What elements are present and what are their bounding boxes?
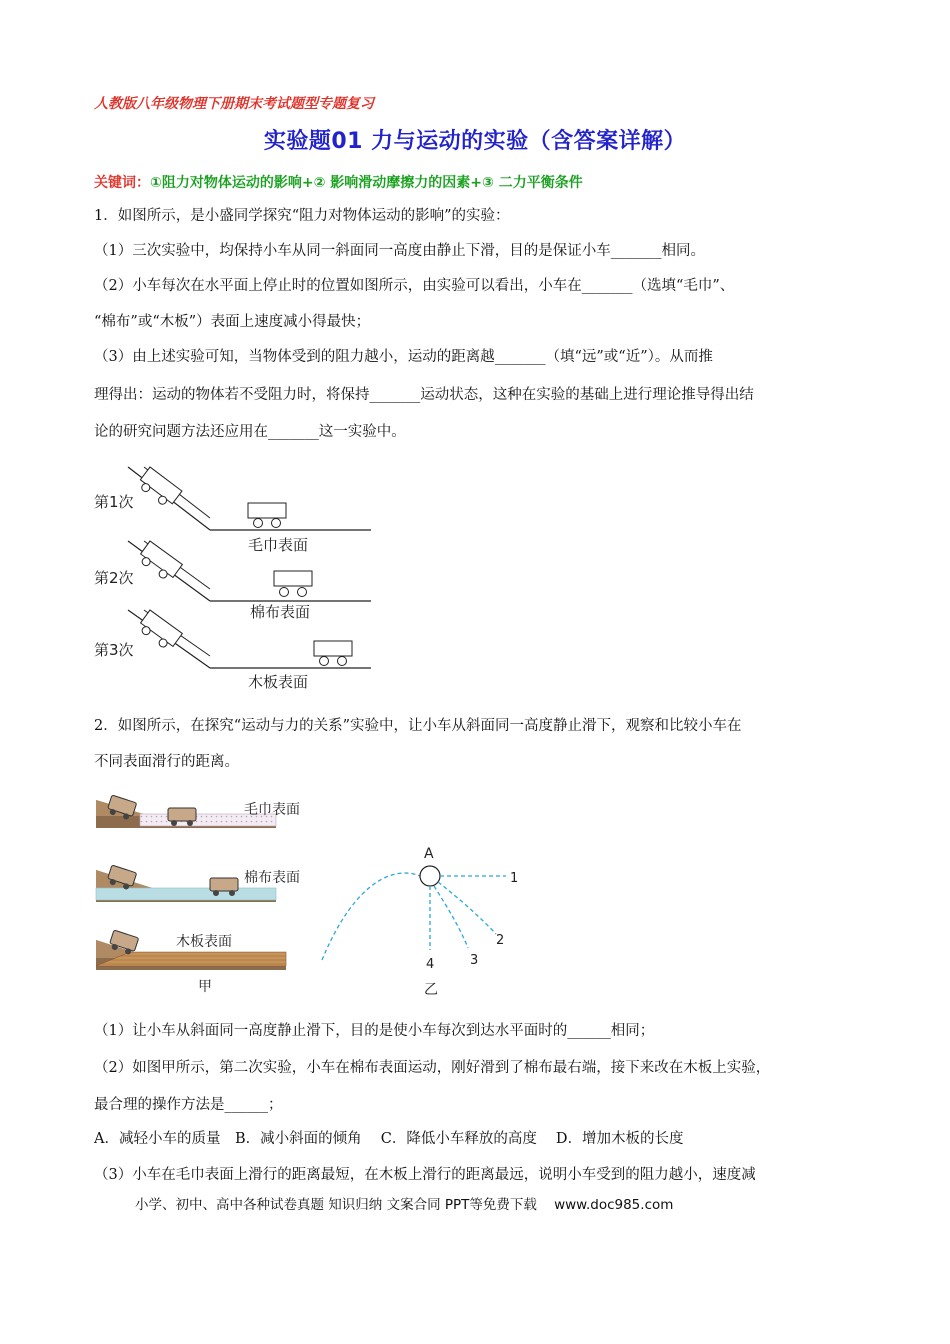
- series-title: 人教版八年级物理下册期末考试题型专题复习: [94, 96, 374, 112]
- q1-figure: [88, 455, 388, 695]
- footer-url[interactable]: www.doc985.com: [554, 1197, 674, 1213]
- path-1-label: 1: [510, 871, 519, 886]
- q1-part2-line2: “棉布”或“木板”）表面上速度减小得最快；: [94, 314, 371, 330]
- point-a-label: A: [424, 846, 434, 862]
- path-2: [438, 882, 496, 934]
- jia-caption: 甲: [198, 979, 212, 995]
- surface-label-wood: 木板表面: [248, 673, 309, 691]
- q2-figure-yi: [316, 838, 536, 1000]
- q1-part3-line2: 理得出：运动的物体若不受阻力时，将保持_______运动状态，这种在实验的基础上进行理论推导得出结: [94, 387, 754, 403]
- keywords-text: ①阻力对物体运动的影响+② 影响滑动摩擦力的因素+③ 二力平衡条件: [150, 175, 583, 191]
- path-3-label: 3: [470, 953, 479, 968]
- q1-part3-line1: （3）由上述实验可知，当物体受到的阻力越小，运动的距离越_______（填“远”或“近”）。从而推: [94, 349, 713, 365]
- jia-label-wood: 木板表面: [176, 934, 232, 950]
- footer: [135, 1193, 673, 1213]
- q2-stem-line1: 2．如图所示，在探究“运动与力的关系”实验中，让小车从斜面同一高度静止滑下，观察和比较小车在: [94, 718, 742, 734]
- q2-options: A．减轻小车的质量 B．减小斜面的倾角 C．降低小车释放的高度 D．增加木板的长度: [94, 1131, 684, 1147]
- q1-part3-line3: 论的研究问题方法还应用在_______这一实验中。: [94, 424, 406, 440]
- surface-label-cotton: 棉布表面: [250, 603, 311, 621]
- yi-caption: 乙: [424, 982, 438, 998]
- path-3: [434, 886, 468, 948]
- page-title: 实验题01 力与运动的实验（含答案详解）: [263, 129, 687, 154]
- q1-part1: （1）三次实验中，均保持小车从同一斜面同一高度由静止下滑，目的是保证小车_______相同。: [94, 243, 705, 259]
- q2-part1: （1）让小车从斜面同一高度静止滑下，目的是使小车每次到达水平面时的______相同；: [94, 1023, 655, 1039]
- trial-3-label: 第3次: [94, 641, 134, 659]
- q2-stem-line2: 不同表面滑行的距离。: [94, 754, 239, 770]
- q2-figure-jia: [90, 790, 310, 1000]
- keywords-label: 关键词：: [94, 175, 150, 191]
- path-2-label: 2: [496, 933, 505, 948]
- trial-1-label: 第1次: [94, 493, 134, 511]
- trial-1: [94, 467, 371, 554]
- footer-text: 小学、初中、高中各种试卷真题 知识归纳 文案合同 PPT等免费下载: [135, 1197, 537, 1213]
- jia-label-towel: 毛巾表面: [244, 802, 300, 818]
- ramp-wood: [96, 930, 286, 970]
- q1-part2-line1: （2）小车每次在水平面上停止时的位置如图所示，由实验可以看出，小车在_______（选填“毛巾”、: [94, 278, 735, 294]
- trial-2-label: 第2次: [94, 569, 134, 587]
- path-4-label: 4: [426, 957, 435, 972]
- ramp-towel: [96, 795, 300, 828]
- q2-part3: （3）小车在毛巾表面上滑行的距离最短，在木板上滑行的距离最远，说明小车受到的阻力越小，速度减: [94, 1167, 756, 1183]
- q2-part2-line1: （2）如图甲所示，第二次实验，小车在棉布表面运动，刚好滑到了棉布最右端，接下来改在木板上实验，: [94, 1060, 771, 1076]
- ramp-cotton: [96, 865, 300, 902]
- surface-label-towel: 毛巾表面: [248, 536, 309, 554]
- jia-label-cotton: 棉布表面: [244, 870, 300, 886]
- trial-2: [94, 541, 371, 621]
- keywords: [94, 172, 583, 192]
- q1-stem: 1．如图所示，是小盛同学探究“阻力对物体运动的影响”的实验：: [94, 208, 510, 224]
- q2-part2-line2: 最合理的操作方法是______；: [94, 1097, 283, 1113]
- trial-3: [94, 610, 371, 691]
